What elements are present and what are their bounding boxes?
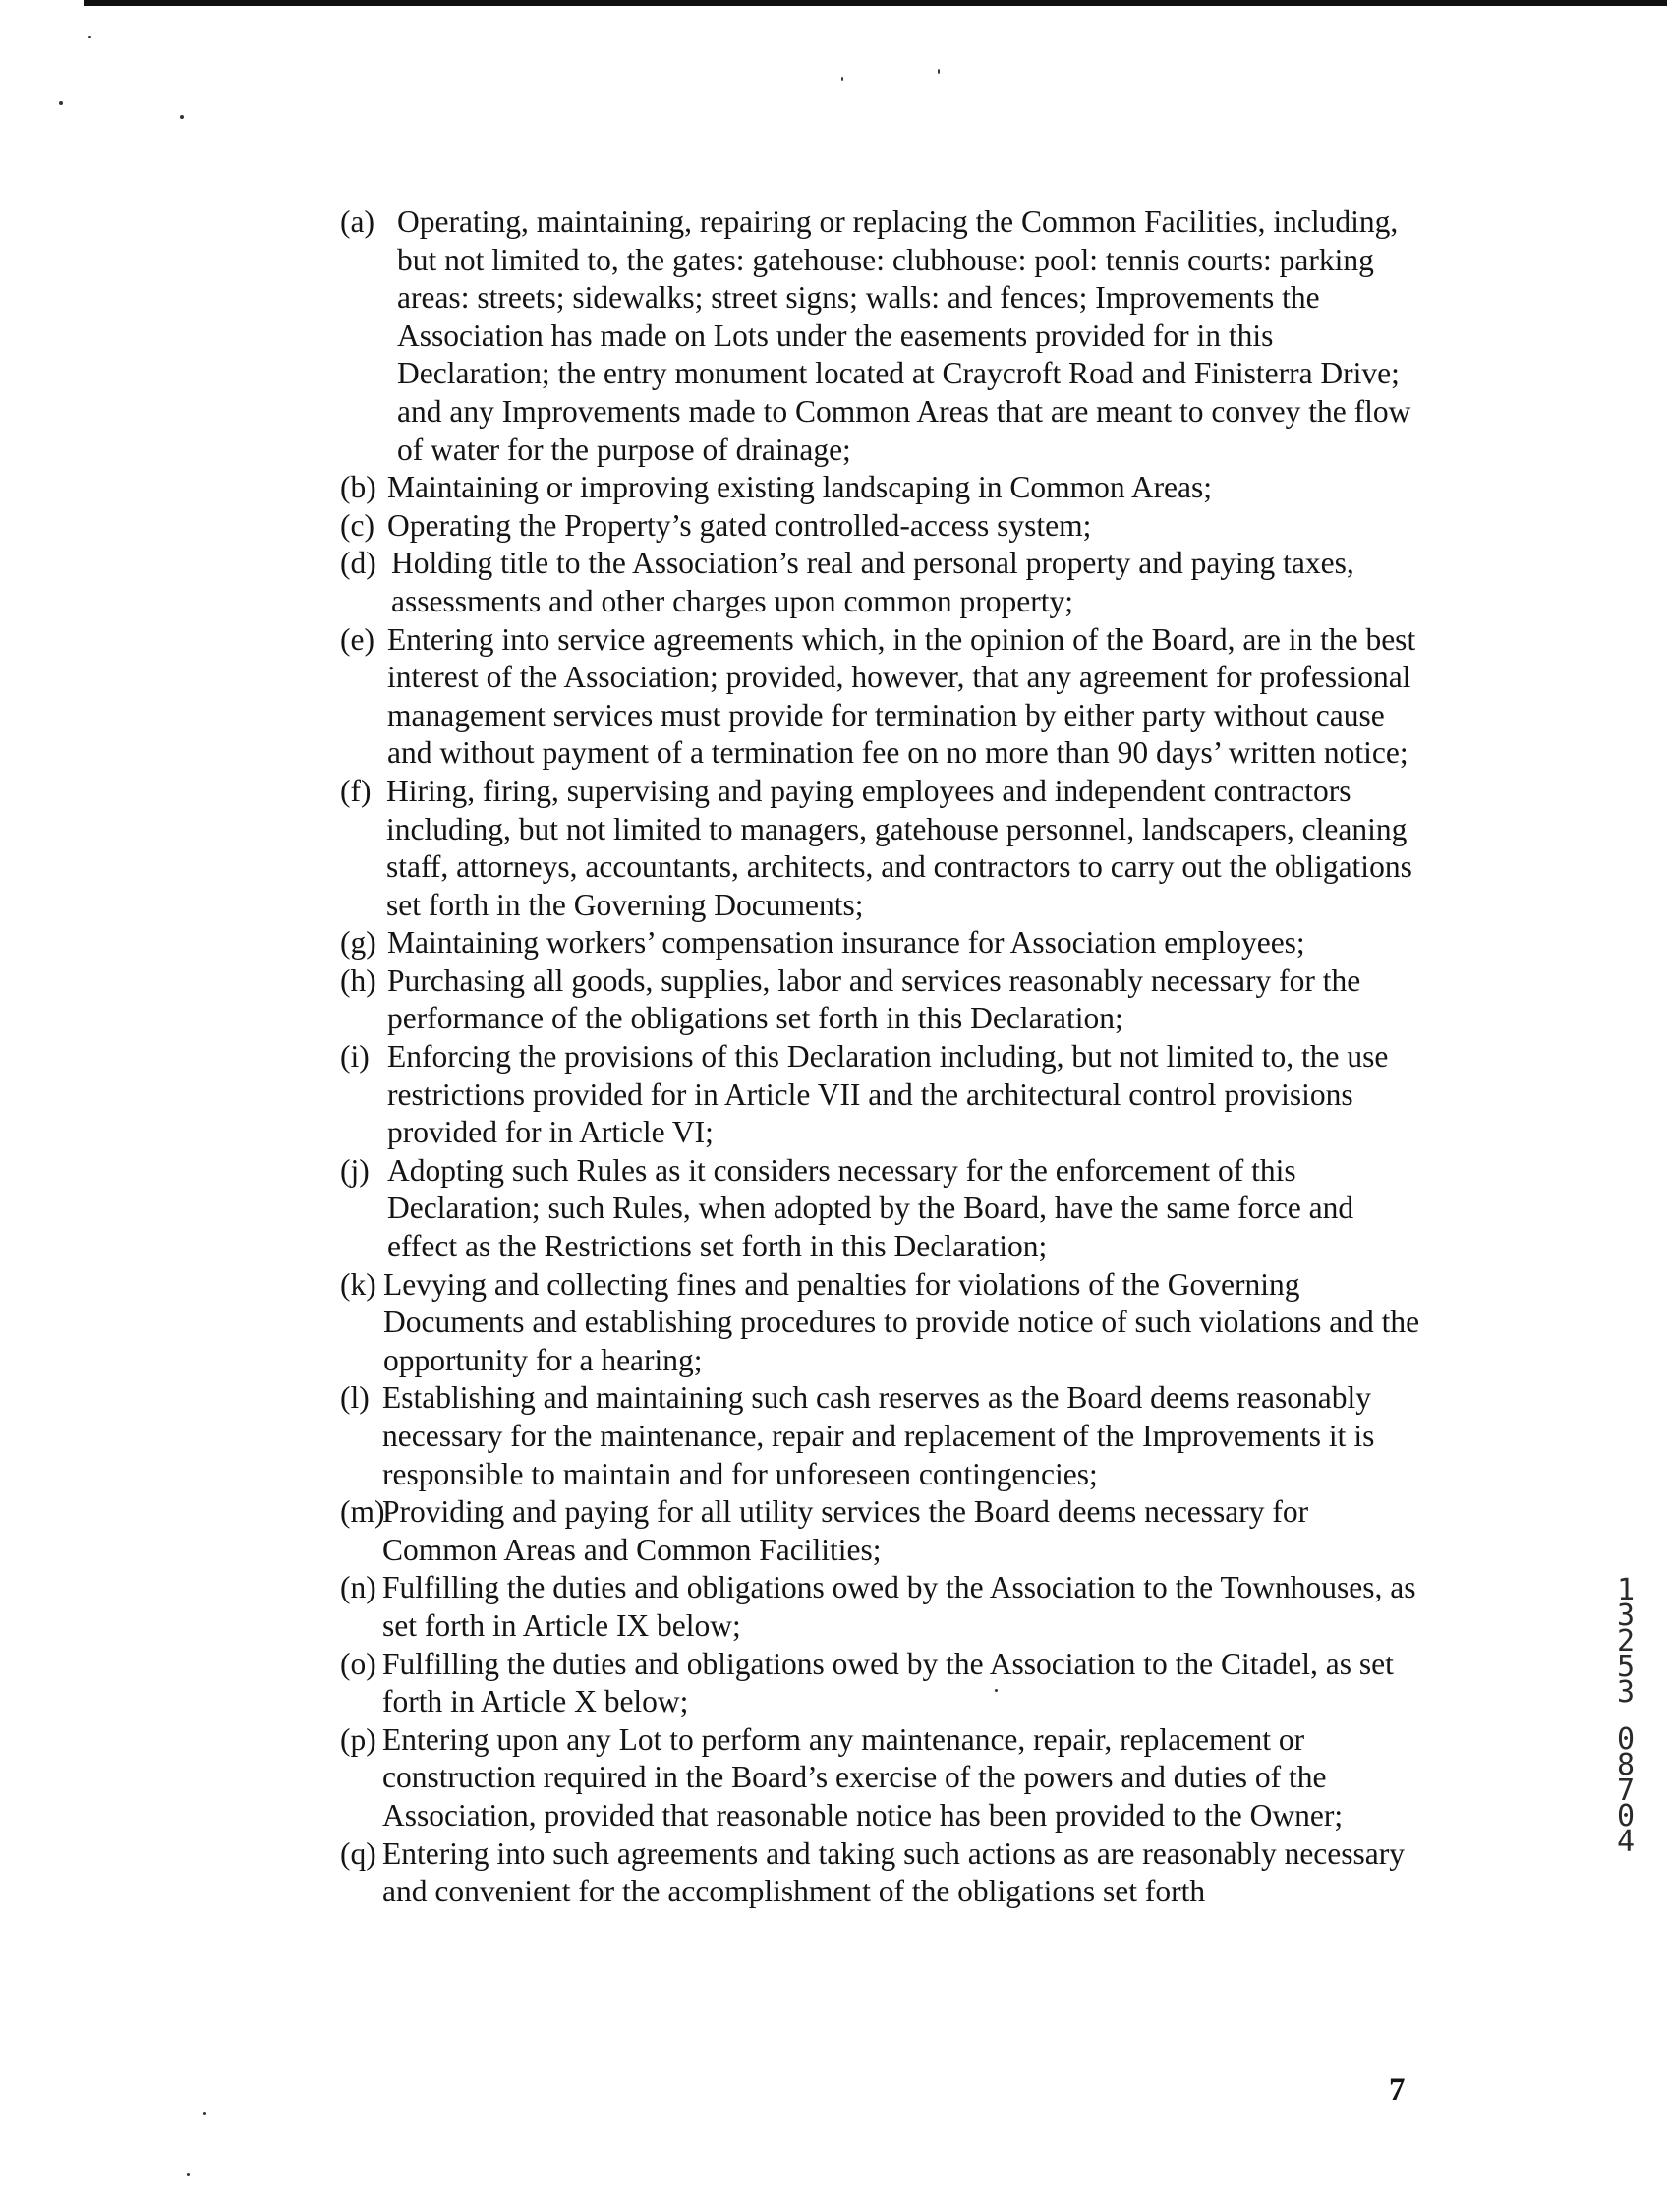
list-item	[340, 1379, 1431, 1493]
item-text: Fulfilling the duties and obligations owed by the Association to the Citadel, as set forth in Article X below;	[382, 1646, 1394, 1719]
bates-digit: 0	[1616, 1799, 1636, 1834]
item-text: Levying and collecting fines and penalties for violations of the Governing Documents and establishing procedures to provide notice of such violations and the opportunity for a hearing;	[383, 1266, 1420, 1377]
item-marker: (l)	[340, 1380, 370, 1416]
item-text: Entering into such agreements and taking such actions as are reasonably necessary and convenient for the accomplishment of the obligations set forth	[382, 1835, 1406, 1909]
item-text: Hiring, firing, supervising and paying employees and independent contractors including, but not limited to managers, gatehouse personnel, landscapers, cleaning staff, attorneys, accountants, architects, and contractors to carry out the obligations set forth in the Governing Documents;	[386, 773, 1412, 922]
page-number: 7	[1389, 2072, 1406, 2108]
list-item	[340, 962, 1431, 1038]
list-item	[340, 1266, 1431, 1380]
bates-digit: 8	[1616, 1748, 1636, 1782]
item-marker: (a)	[340, 204, 374, 239]
scan-speck	[88, 36, 91, 38]
bates-digit: 0	[1616, 1722, 1636, 1757]
item-text: Establishing and maintaining such cash reserves as the Board deems reasonably necessary for the maintenance, repair and replacement of the Improvements it is responsible to maintain and for unforeseen contingencies;	[382, 1380, 1375, 1491]
list-item	[340, 507, 1431, 546]
item-marker: (f)	[340, 773, 372, 808]
list-item	[340, 1569, 1431, 1645]
item-text: Operating the Property’s gated controlled-access system;	[387, 507, 1092, 543]
bates-stamp	[1612, 1573, 1639, 1859]
list-item	[340, 469, 1431, 507]
item-marker: (h)	[340, 962, 376, 998]
list-item	[340, 545, 1431, 620]
bates-digit: 7	[1616, 1774, 1636, 1808]
item-text: Operating, maintaining, repairing or replacing the Common Facilities, including, but not limited to, the gates: gatehouse: clubhouse: pool: tennis courts: parking areas: streets; sidewalks; street signs; walls: and fences; Improvements the Association has made on Lots under the easements provided for in this Declaration; the entry monument located at Craycroft Road and Finisterra Drive; and any Improvements made to Common Areas that are meant to convey the flow of water for the purpose of drainage;	[397, 204, 1411, 467]
scan-speck	[203, 2112, 206, 2115]
list-item	[340, 773, 1431, 924]
bates-digit: 3	[1616, 1599, 1636, 1633]
list-item	[340, 1493, 1431, 1569]
item-text: Purchasing all goods, supplies, labor and services reasonably necessary for the performance of the obligations set forth in this Declaration;	[387, 962, 1361, 1036]
list-item	[340, 1152, 1431, 1266]
item-marker: (q)	[340, 1835, 376, 1871]
item-text: Entering upon any Lot to perform any maintenance, repair, replacement or construction required in the Board’s exercise of the powers and duties of the Association, provided that reasonable notice has been provided to the Owner;	[382, 1721, 1344, 1833]
item-text: Enforcing the provisions of this Declaration including, but not limited to, the use restrictions provided for in Article VII and the architectural control provisions provided for in Article VI;	[387, 1039, 1389, 1150]
bates-digit: 1	[1616, 1573, 1636, 1607]
list-item	[340, 924, 1431, 962]
item-text: Maintaining workers’ compensation insurance for Association employees;	[387, 925, 1305, 960]
item-marker: (m)	[340, 1494, 385, 1530]
item-marker: (j)	[340, 1152, 370, 1188]
list-item	[340, 621, 1431, 773]
scan-speck	[187, 2173, 190, 2176]
list-item	[340, 1721, 1431, 1835]
powers-list	[340, 204, 1431, 1911]
bates-digit: 2	[1616, 1624, 1636, 1659]
list-item	[340, 1646, 1431, 1721]
scan-top-edge	[84, 0, 1667, 6]
item-marker: (e)	[340, 621, 374, 657]
bates-digit: 5	[1616, 1650, 1636, 1684]
scan-speck	[938, 69, 940, 74]
item-marker: (i)	[340, 1039, 370, 1075]
bates-digit: 3	[1616, 1675, 1636, 1710]
item-text: Entering into service agreements which, in the opinion of the Board, are in the best interest of the Association; provided, however, that any agreement for professional management services must provide for termination by either party without cause and without payment of a termination fee on no more than 90 days’ written notice;	[387, 621, 1416, 771]
scan-speck	[59, 101, 63, 105]
item-marker: (n)	[340, 1570, 376, 1605]
item-marker: (b)	[340, 470, 376, 505]
list-item	[340, 1038, 1431, 1152]
item-text: Adopting such Rules as it considers necessary for the enforcement of this Declaration; such Rules, when adopted by the Board, have the same force and effect as the Restrictions set forth in this Declaration;	[387, 1152, 1354, 1264]
item-marker: (d)	[340, 546, 376, 581]
item-marker: (g)	[340, 925, 376, 960]
scan-speck	[180, 115, 184, 119]
item-marker: (c)	[340, 507, 374, 543]
item-text: Fulfilling the duties and obligations owed by the Association to the Townhouses, as set forth in Article IX below;	[382, 1570, 1416, 1643]
item-marker: (p)	[340, 1721, 376, 1757]
list-item	[340, 204, 1431, 469]
item-marker: (o)	[340, 1646, 376, 1681]
item-text: Providing and paying for all utility services the Board deems necessary for Common Areas and Common Facilities;	[382, 1494, 1309, 1567]
bates-digit: 4	[1616, 1825, 1636, 1859]
scan-speck	[841, 77, 843, 81]
item-text: Holding title to the Association’s real and personal property and paying taxes, assessments and other charges upon common property;	[391, 546, 1354, 618]
item-text: Maintaining or improving existing landscaping in Common Areas;	[387, 470, 1213, 505]
list-item	[340, 1835, 1431, 1911]
item-marker: (k)	[340, 1266, 376, 1302]
